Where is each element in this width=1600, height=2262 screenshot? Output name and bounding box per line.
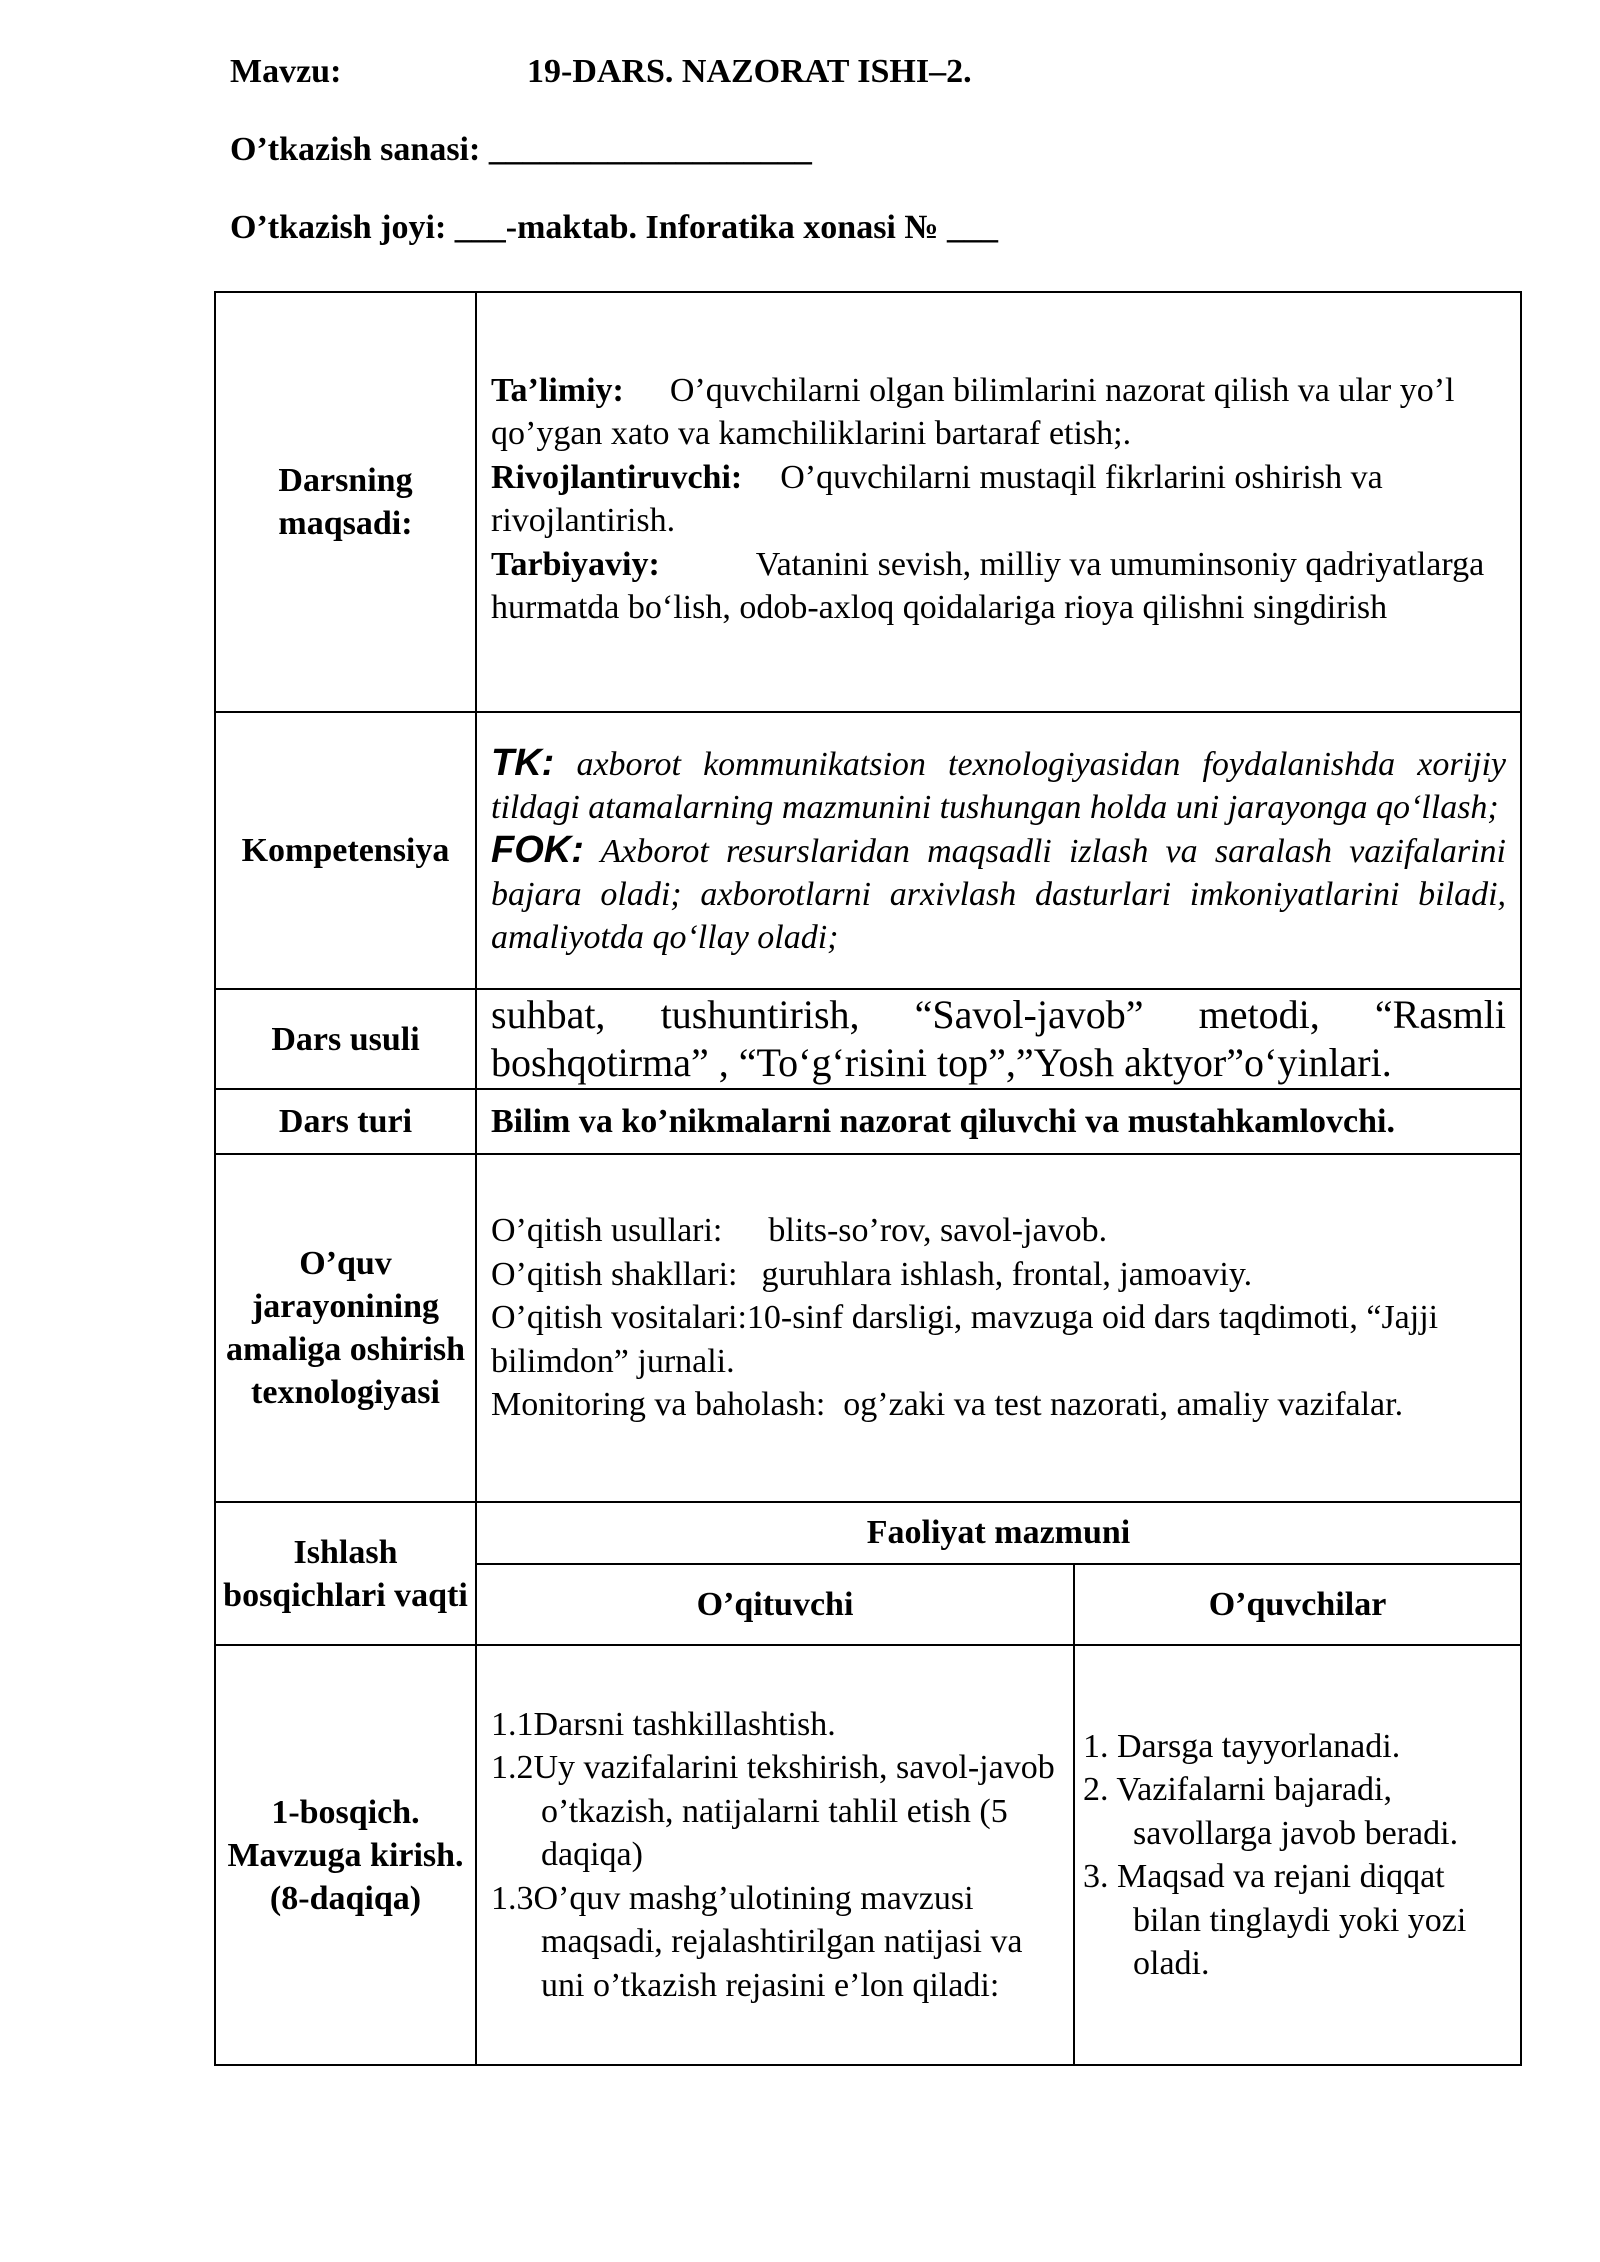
competence-content	[476, 712, 1521, 989]
competence-row	[215, 712, 1521, 989]
lesson-plan-table	[214, 291, 1522, 2066]
method-line-1: suhbat, tushuntirish, “Savol-javob” metodi, “Rasmli	[491, 992, 1507, 1037]
talimiy-label: Ta’limiy:	[491, 371, 624, 409]
usul-value: blits-so’rov, savol-javob.	[768, 1212, 1108, 1250]
teacher-header: O’qituvchi	[476, 1564, 1074, 1645]
shakl-label: O’qitish shakllari:	[491, 1255, 738, 1293]
tk-label: TK:	[491, 742, 555, 784]
stage-header: Ishlash bosqichlari vaqti	[215, 1502, 476, 1645]
content-header: Faoliyat mazmuni	[476, 1502, 1521, 1564]
topic-label: Mavzu:	[230, 53, 342, 90]
technology-row	[215, 1154, 1521, 1502]
fok-text: Axborot resurslaridan maqsadli izlash va saralash vazifalarini bajara oladi; axborotlarni arxivlash dasturlari imkoniyatlarini biladi, amaliyotda qo‘llay oladi;	[491, 833, 1507, 956]
method-row	[215, 989, 1521, 1089]
competence-label: Kompetensiya	[215, 712, 476, 989]
rivoj-text: O’quvchilarni mustaqil fikrlarini oshirish va rivojlantirish.	[491, 458, 1383, 539]
shakl-value: guruhlara ishlash, frontal, jamoaviy.	[761, 1255, 1253, 1293]
vosita-value: 10-sinf darsligi, mavzuga oid dars taqdimoti, “Jajji bilimdon” jurnali.	[491, 1299, 1439, 1380]
fok-label: FOK:	[491, 829, 584, 871]
type-value: Bilim va ko’nikmalarni nazorat qiluvchi va mustahkamlovchi.	[476, 1089, 1521, 1154]
technology-content	[476, 1154, 1521, 1502]
teacher-list	[491, 1703, 1059, 2008]
student-item: 1. Darsga tayyorlanadi.	[1083, 1727, 1401, 1765]
place-line: O’tkazish joyi: ___-maktab. Inforatika xonasi № ___	[230, 209, 999, 246]
topic-value: 19-DARS. NAZORAT ISHI–2.	[527, 53, 972, 90]
goals-content	[476, 292, 1521, 712]
activity-header-row	[215, 1502, 1521, 1564]
rivoj-label: Rivojlantiruvchi:	[491, 458, 743, 496]
tk-text: axborot kommunikatsion texnologiyasidan foydalanishda xorijiy tildagi atamalarning mazmunini tushungan holda uni jarayonga qo‘llash;	[491, 746, 1507, 826]
students-header: O’quvchilar	[1074, 1564, 1521, 1645]
teacher-item: 1.3O’quv mashg’ulotining mavzusi maqsadi, rejalashtirilgan natijasi va uni o’tkazish rejasini e’lon qiladi:	[491, 1879, 1023, 2004]
method-line-2: boshqotirma” , “To‘g‘risini top”,”Yosh aktyor”o‘yinlari.	[491, 1040, 1392, 1085]
method-label: Dars usuli	[215, 989, 476, 1089]
type-row	[215, 1089, 1521, 1154]
stage1-teacher	[476, 1645, 1074, 2065]
type-label: Dars turi	[215, 1089, 476, 1154]
student-item: 2. Vazifalarni bajaradi, savollarga javob beradi.	[1083, 1771, 1459, 1852]
students-list	[1083, 1725, 1512, 1986]
tarbiya-text: Vatanini sevish, milliy va umuminsoniy qadriyatlarga hurmatda bo‘lish, odob-axloq qoidalariga rioya qilishni singdirish	[491, 545, 1485, 626]
stage1-row	[215, 1645, 1521, 2065]
vosita-label: O’qitish vositalari:	[491, 1299, 747, 1337]
teacher-item: 1.1Darsni tashkillashtish.	[491, 1705, 836, 1743]
usul-label: O’qitish usullari:	[491, 1212, 723, 1250]
date-line: O’tkazish sanasi: ___________________	[230, 131, 812, 168]
talimiy-text: O’quvchilarni olgan bilimlarini nazorat qilish va ular yo’l qo’ygan xato va kamchiliklarini bartaraf etish;.	[491, 371, 1455, 452]
monitoring-value: og’zaki va test nazorati, amaliy vazifalar.	[843, 1386, 1404, 1424]
goals-row	[215, 292, 1521, 712]
technology-label: O’quv jarayonining amaliga oshirish texnologiyasi	[215, 1154, 476, 1502]
stage1-students	[1074, 1645, 1521, 2065]
teacher-item: 1.2Uy vazifalarini tekshirish, savol-javob o’tkazish, natijalarni tahlil etish (5 daqiqa)	[491, 1749, 1055, 1874]
student-item: 3. Maqsad va rejani diqqat bilan tinglaydi yoki yozi oladi.	[1083, 1858, 1467, 1982]
monitoring-label: Monitoring va baholash:	[491, 1386, 826, 1424]
goals-label: Darsning maqsadi:	[215, 292, 476, 712]
stage1-label: 1-bosqich. Mavzuga kirish. (8-daqiqa)	[215, 1645, 476, 2065]
method-content	[476, 989, 1521, 1089]
tarbiya-label: Tarbiyaviy:	[491, 545, 660, 583]
topic-line	[230, 52, 972, 92]
